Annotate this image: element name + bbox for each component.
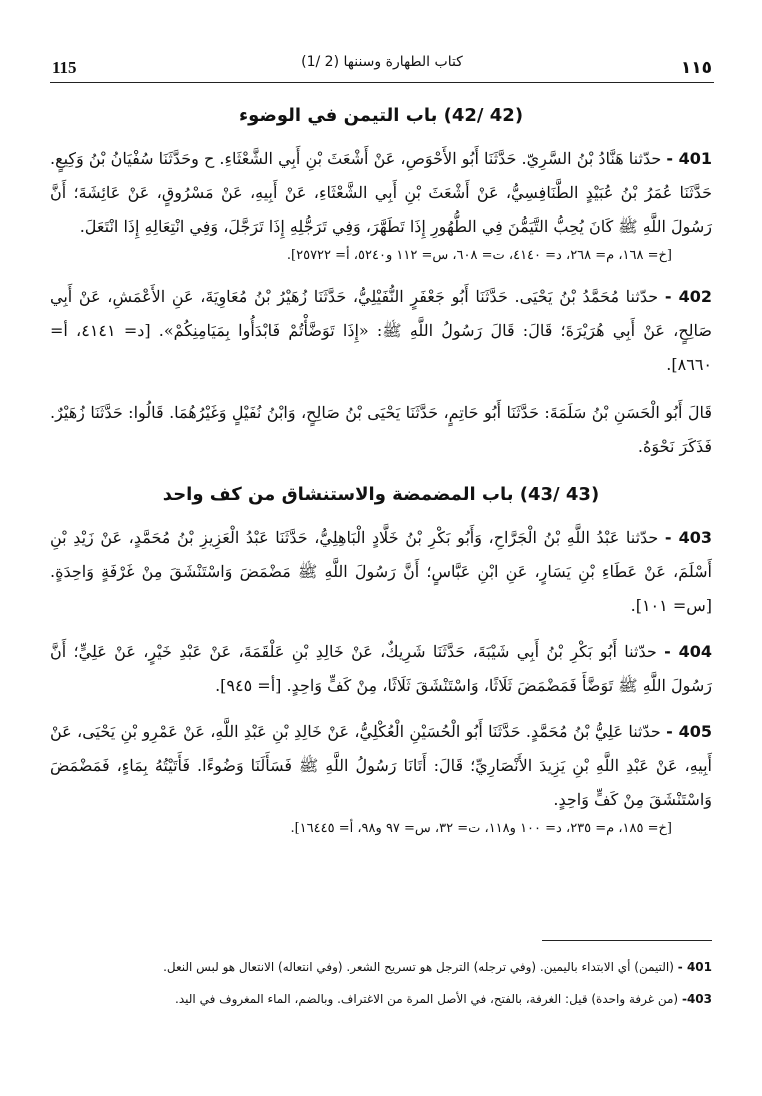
hadith-text: حدّثنا عَبْدُ اللَّهِ بْنُ الْجَرَّاحِ، وَأَبُو بَكْرِ بْنُ خَلَّادٍ الْبَاهِلِيُّ، حَدَّثَنَا عَبْدُ الْعَزِيزِ بْنُ مُحَمَّدٍ، عَنْ زَيْدِ بْنِ أَسْلَمَ، عَنْ عَطَاءِ بْنِ يَسَارٍ، عَنِ ابْنِ عَبَّاسٍ؛ أَنَّ رَسُولَ اللَّهِ ﷺ مَضْمَضَ وَاسْتَنْشَقَ مِنْ غَرْفَةٍ وَاحِدَةٍ. [س= ١٠١]. (50, 528, 712, 615)
narration-note (50, 396, 712, 464)
footnote-number: 401 - (677, 960, 712, 974)
hadith-number: 403 - (664, 528, 712, 547)
footnote-text: (التيمن) أي الابتداء باليمين. (وفي ترجله) الترجل هو تسريح الشعر. (وفي انتعاله) الانتعال هو لبس النعل. (163, 960, 674, 974)
hadith-reference: [خ= ١٨٥، م= ٢٣٥، د= ١٠٠ و١١٨، ت= ٣٢، س= ٩٧ و٩٨، أ= ١٦٤٤٥]. (290, 821, 672, 836)
hadith-number: 404 - (664, 642, 713, 661)
footnotes (50, 956, 712, 1020)
hadith-403 (50, 521, 712, 623)
page-header (50, 52, 714, 83)
chapter-title: (42 /42) باب التيمن في الوضوء (238, 105, 524, 126)
hadith-number: 401 - (666, 149, 712, 168)
footnote-separator (542, 940, 712, 941)
hadith-405 (50, 715, 712, 817)
footnote-number: 403- (681, 992, 712, 1006)
chapter-title: (43 /43) باب المضمضة والاستنشاق من كف واحد (162, 484, 600, 505)
page-body (50, 105, 712, 853)
hadith-text: حدّثنا عَلِيُّ بْنُ مُحَمَّدٍ. حَدَّثَنَا أَبُو الْحُسَيْنِ الْعُكْلِيُّ، عَنْ خَالِدِ بْنِ عَبْدِ اللَّهِ، عَنْ عَمْرِو بْنِ يَحْيَى، عَنْ أَبِيهِ، عَنْ عَبْدِ اللَّهِ بْنِ يَزِيدَ الأَنْصَارِيِّ؛ قَالَ: أَتَانَا رَسُولُ اللَّهِ ﷺ فَسَأَلَنَا وَضُوءًا. فَأَتَيْتُهُ بِمَاءٍ، فَمَضْمَضَ وَاسْتَنْشَقَ مِنْ كَفٍّ وَاحِدٍ. (50, 722, 712, 809)
running-title: (1/ 2) كتاب الطهارة وسننها (301, 54, 463, 70)
hadith-number: 402 - (664, 287, 713, 306)
hadith-text: قَالَ أَبُو الْحَسَنِ بْنُ سَلَمَةَ: حَدَّثَنَا أَبُو حَاتِمٍ، حَدَّثَنَا يَحْيَى بْنُ صَالِحٍ، وَابْنُ نُفَيْلٍ وَغَيْرُهُمَا. قَالُوا: حَدَّثَنَا زُهَيْرٌ. فَذَكَرَ نَحْوَهُ. (50, 403, 713, 456)
footnote (50, 988, 712, 1010)
hadith-text: حدّثنا مُحَمَّدُ بْنُ يَحْيَى. حَدَّثَنَا أَبُو جَعْفَرٍ النُّفَيْلِيُّ، حَدَّثَنَا زُهَيْرُ بْنُ مُعَاوِيَةَ، عَنِ الأَعْمَشِ، عَنْ أَبِي صَالِحٍ، عَنْ أَبِي هُرَيْرَةَ؛ قَالَ: قَالَ رَسُولُ اللَّهِ ﷺ: «إِذَا تَوَضَّأْتُمْ فَابْدَأُوا بِمَيَامِنِكُمْ». [د= ٤١٤١، أ= ٨٦٦٠]. (50, 287, 712, 374)
page-number-arabic: ١١٥ (680, 58, 712, 78)
hadith-number: 405 - (666, 722, 713, 741)
footnote (50, 956, 712, 978)
hadith-404 (50, 635, 712, 703)
hadith-text: حدّثنا هَنَّادُ بْنُ السَّرِيّ. حَدَّثَنَا أَبُو الأَحْوَصِ، عَنْ أَشْعَثَ بْنِ أَبِي الشَّعْثَاءِ. ح وحَدَّثَنَا سُفْيَانُ بْنُ وَكِيعٍ. حَدَّثَنَا عُمَرُ بْنُ عُبَيْدٍ الطَّنَافِسِيُّ، عَنْ أَشْعَثَ بْنِ أَبِي الشَّعْثَاءِ، عَنْ أَبِيهِ، عَنْ مَسْرُوقٍ، عَنْ عَائِشَةَ؛ أَنَّ رَسُولَ اللَّهِ ﷺ كَانَ يُحِبُّ التَّيَمُّنَ فِي الطُّهُورِ إِذَا تَطَهَّرَ، وَفِي تَرَجُّلِهِ إِذَا تَرَجَّلَ، وَفِي انْتِعَالِهِ إِذَا انْتَعَلَ. (50, 149, 712, 236)
chapter-section (50, 105, 712, 464)
hadith-reference: [خ= ١٦٨، م= ٢٦٨، د= ٤١٤٠، ت= ٦٠٨، س= ١١٢ و٥٢٤٠، أ= ٢٥٧٢٢]. (286, 248, 672, 263)
hadith-402 (50, 280, 712, 382)
chapter-section (50, 484, 712, 839)
footnote-text: (من غرفة واحدة) قيل: الغرفة، بالفتح، في الأصل المرة من الاغتراف. وبالضم، الماء المغروف في اليد. (175, 992, 679, 1006)
page-number-latin: 115 (52, 58, 77, 77)
hadith-401 (50, 142, 712, 244)
hadith-text: حدّثنا أَبُو بَكْرِ بْنُ أَبِي شَيْبَةَ، حَدَّثَنَا شَرِيكٌ، عَنْ خَالِدِ بْنِ عَلْقَمَةَ، عَنْ عَبْدِ خَيْرٍ، عَنْ عَلِيٍّ؛ أَنَّ رَسُولَ اللَّهِ ﷺ تَوَضَّأَ فَمَضْمَضَ ثَلَاثًا، وَاسْتَنْشَقَ ثَلَاثًا، مِنْ كَفٍّ وَاحِدٍ. [أ= ٩٤٥]. (50, 642, 712, 695)
